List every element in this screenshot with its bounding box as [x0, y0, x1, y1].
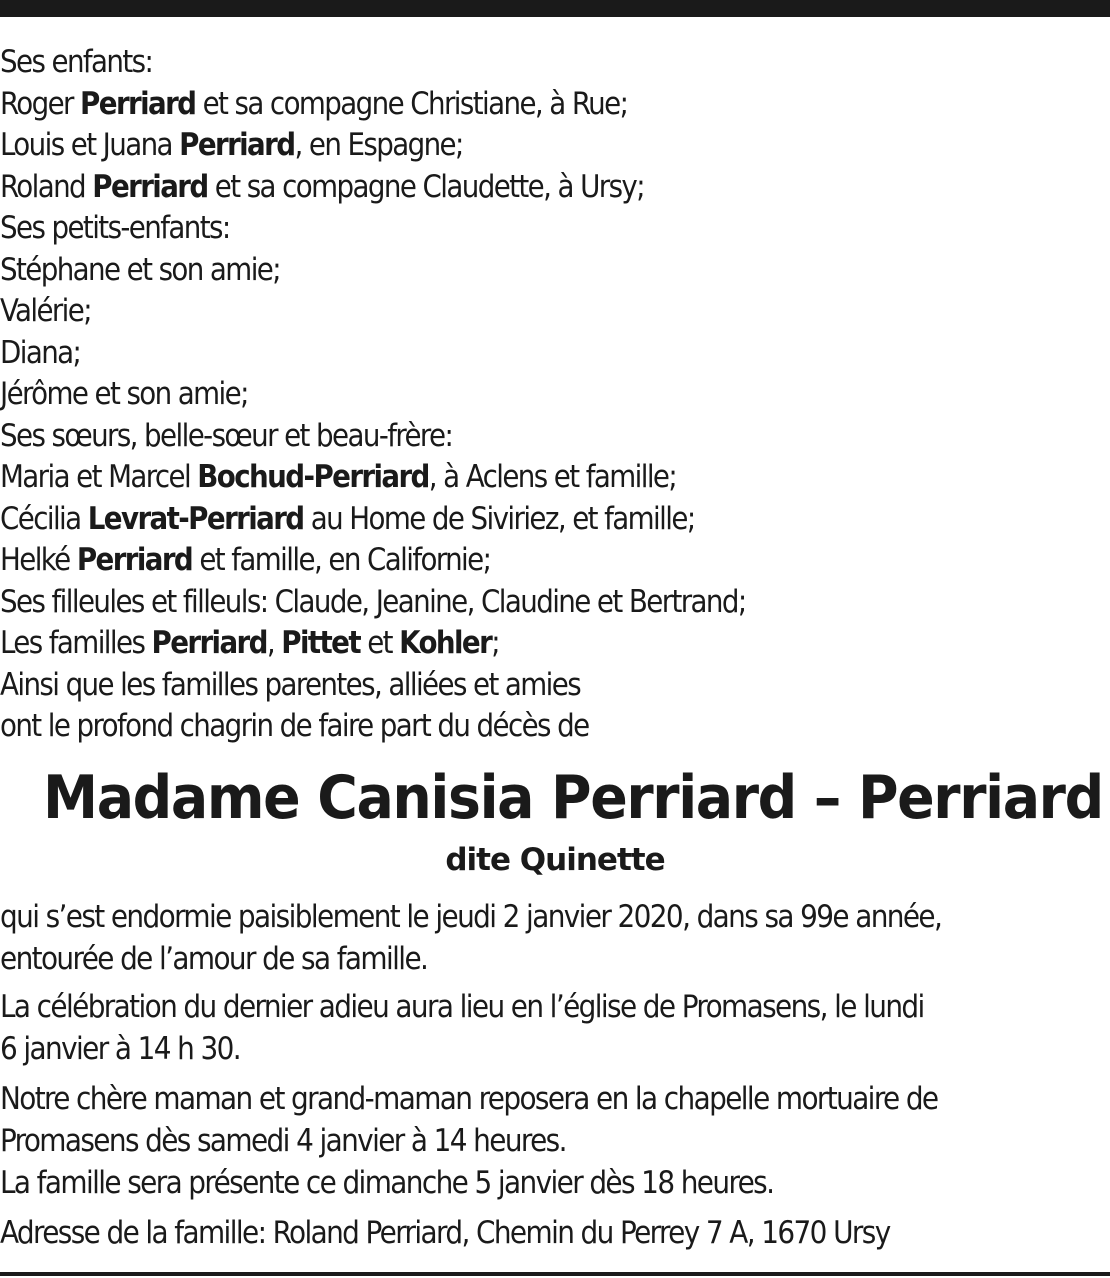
top-rule — [0, 0, 1110, 17]
surname: Perriard — [92, 168, 208, 205]
family-line — [0, 540, 1102, 582]
paragraph-address — [0, 1213, 1102, 1255]
text: et famille, en Californie; — [192, 542, 491, 578]
family-line: Ses enfants: — [0, 44, 153, 80]
surname: Perriard — [76, 542, 193, 578]
surname: Perriard — [151, 625, 267, 661]
text: au Home de Siviriez, et famille; — [303, 500, 695, 537]
paragraph-chapel — [0, 1079, 1102, 1162]
family-line: Ses sœurs, belle-sœur et beau-frère: — [0, 417, 453, 454]
surname: Kohler — [399, 625, 492, 661]
text: Cécilia — [0, 500, 88, 537]
text: Helké — [0, 542, 77, 578]
family-address: Adresse de la famille: Roland Perriard, Chemin du Perrey 7 A, 1670 Ursy — [0, 1215, 890, 1251]
family-line — [0, 167, 1102, 209]
text: ; — [491, 625, 499, 661]
paragraph-ceremony — [0, 987, 1102, 1070]
family-list — [0, 42, 1110, 748]
paragraph-line: qui s’est endormie paisiblement le jeudi 2 janvier 2020, dans sa 99e année, — [0, 899, 942, 935]
family-line: Stéphane et son amie; — [0, 251, 281, 288]
bottom-rule — [0, 1272, 1110, 1276]
text: et — [360, 625, 400, 661]
text: Roland — [0, 168, 93, 205]
text: et sa compagne Claudette, à Ursy; — [207, 168, 644, 205]
text: et sa compagne Christiane, à Rue; — [195, 85, 628, 122]
text: Louis et Juana — [0, 127, 180, 163]
family-line — [0, 84, 1102, 126]
family-line — [0, 499, 1102, 541]
text: Maria et Marcel — [0, 459, 198, 495]
text: , — [266, 625, 282, 661]
family-line: Diana; — [0, 334, 81, 371]
paragraph-line: La famille sera présente ce dimanche 5 janvier dès 18 heures. — [0, 1165, 774, 1201]
surname: Perriard — [80, 85, 196, 122]
surname: Perriard — [179, 127, 295, 163]
paragraph-line: 6 janvier à 14 h 30. — [0, 1030, 240, 1067]
paragraph-presence — [0, 1163, 1102, 1205]
family-line: Valérie; — [0, 293, 91, 329]
text: , à Aclens et famille; — [428, 459, 677, 495]
paragraph-line: Promasens dès samedi 4 janvier à 14 heures. — [0, 1122, 566, 1159]
text: , en Espagne; — [294, 127, 463, 163]
surname: Bochud-Perriard — [197, 459, 429, 495]
text: Les familles — [0, 625, 152, 661]
text: Roger — [0, 85, 81, 122]
deceased-nickname: dite Quinette — [445, 842, 665, 878]
surname: Pittet — [281, 625, 361, 661]
family-line: ont le profond chagrin de faire part du décès de — [0, 708, 589, 744]
paragraph-passing — [0, 897, 1102, 980]
family-line — [0, 125, 1102, 167]
family-line: Ses filleules et filleuls: Claude, Jeanine, Claudine et Bertrand; — [0, 583, 746, 620]
family-line: Ses petits-enfants: — [0, 210, 230, 246]
paragraph-line: Notre chère maman et grand-maman reposera en la chapelle mortuaire de — [0, 1081, 938, 1117]
family-line: Ainsi que les familles parentes, alliées et amies — [0, 666, 581, 703]
family-line — [0, 457, 1102, 499]
paragraph-line: entourée de l’amour de sa famille. — [0, 940, 428, 977]
paragraph-line: La célébration du dernier adieu aura lieu en l’église de Promasens, le lundi — [0, 989, 924, 1025]
family-line — [0, 623, 1102, 665]
deceased-name: Madame Canisia Perriard – Perriard — [43, 763, 1103, 833]
surname: Levrat-Perriard — [87, 500, 304, 537]
family-line: Jérôme et son amie; — [0, 376, 248, 412]
